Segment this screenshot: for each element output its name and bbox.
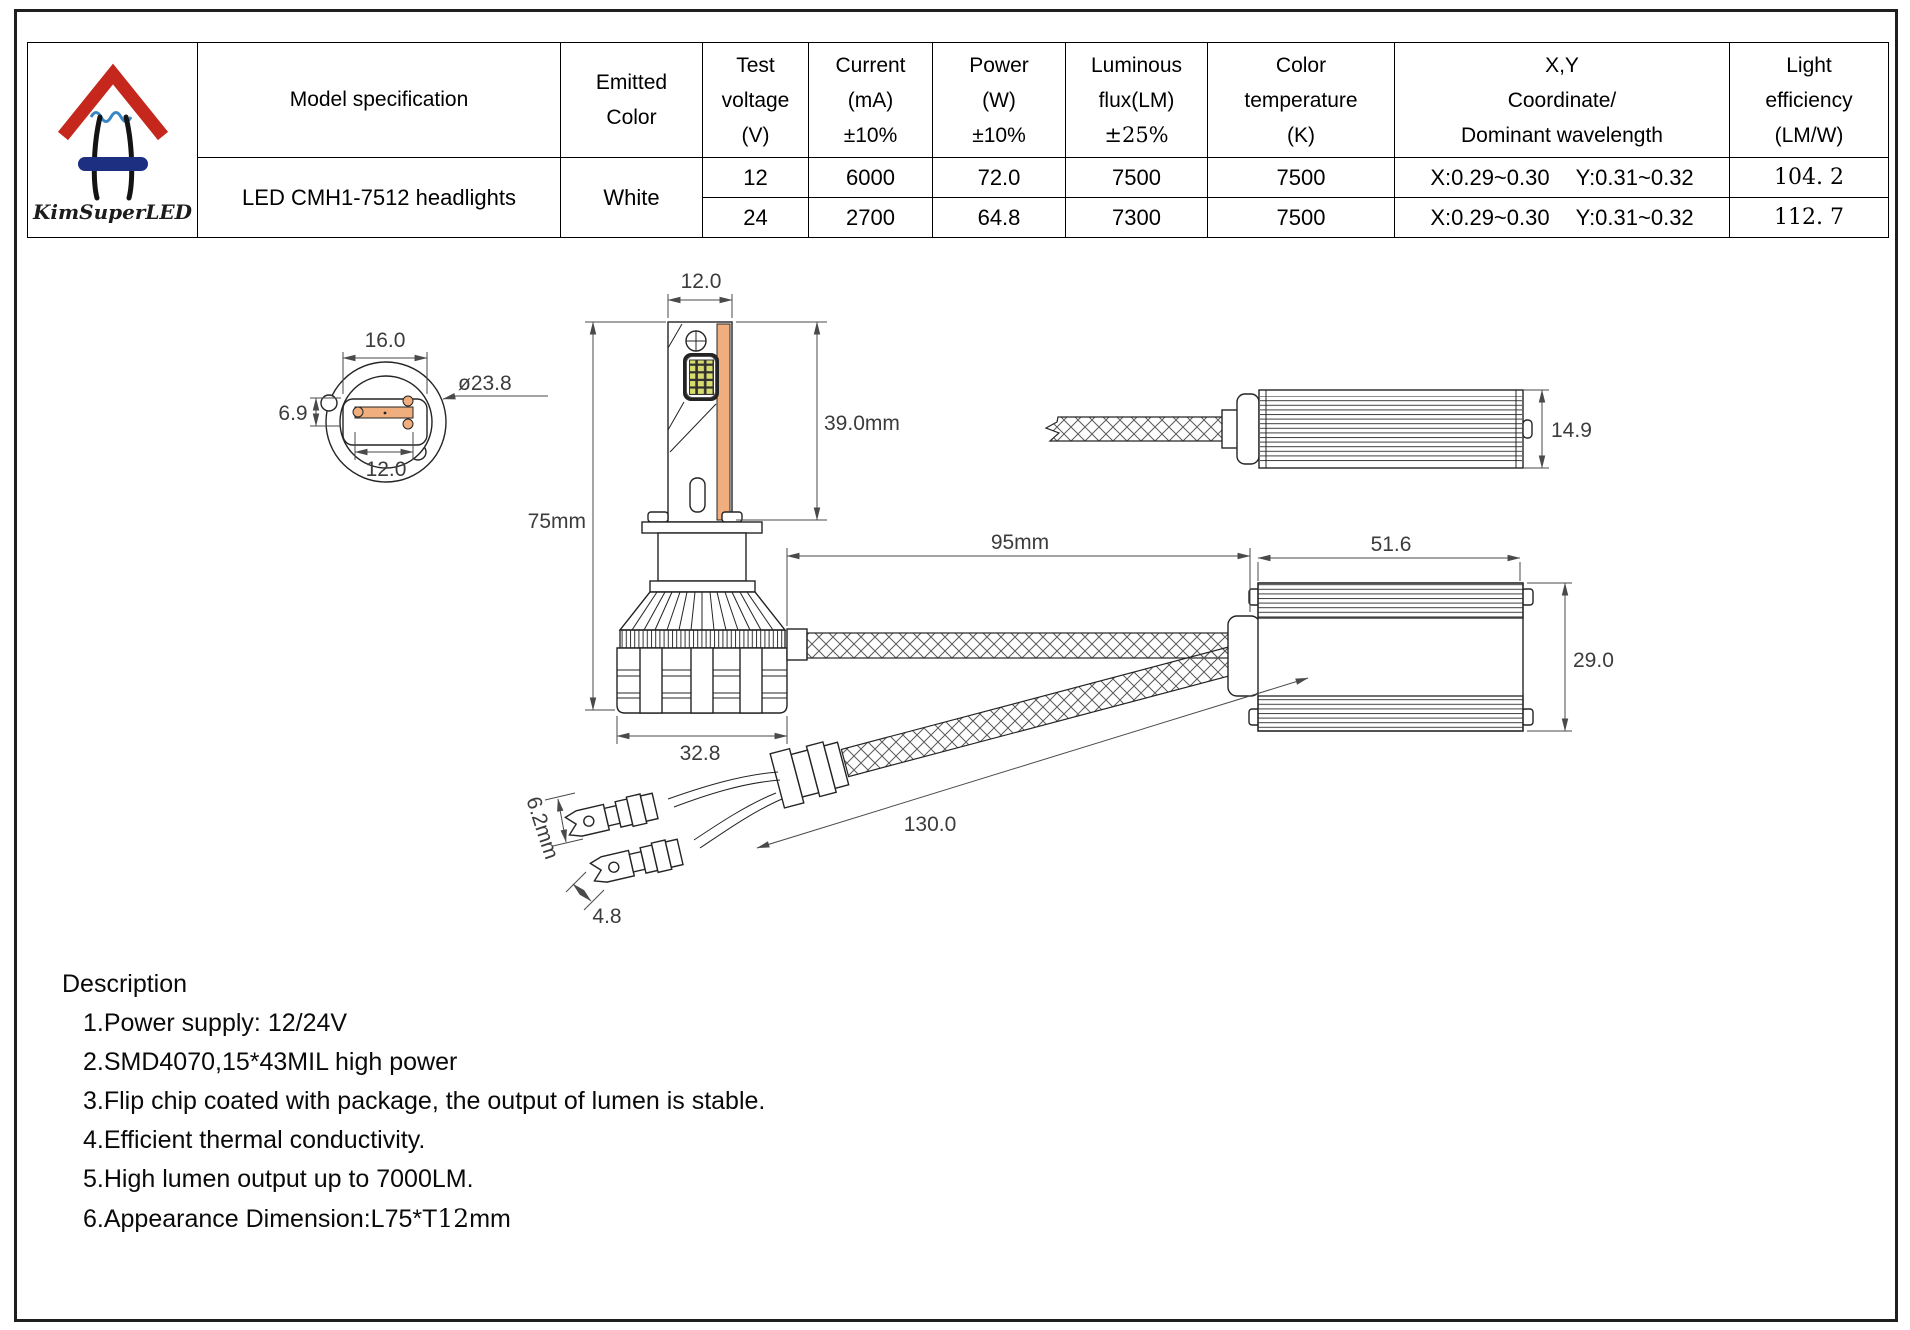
- dim-base-width-label: 32.8: [679, 742, 721, 765]
- dim-bulb-length-label: 75mm: [527, 510, 586, 533]
- dim-terminal-width-label: 6.2mm: [521, 793, 564, 863]
- current-cell: 2700: [809, 198, 933, 238]
- header-test-voltage: Test voltage (V): [703, 43, 809, 158]
- header-luminous-flux: Luminous flux(LM) ±25%: [1066, 43, 1208, 158]
- dim-bulb-width-label: 12.0: [680, 270, 722, 293]
- voltage-cell: 12: [703, 158, 809, 198]
- dim-top-diameter-label: ø23.8: [458, 372, 512, 395]
- y-coordinate: Y:0.31~0.32: [1575, 164, 1694, 190]
- header-power: Power (W) ±10%: [933, 43, 1066, 158]
- base-rib: [691, 648, 713, 713]
- dim-driver-side-thickness-label: 14.9: [1551, 419, 1592, 442]
- base-rib: [640, 648, 662, 713]
- dim-driver-height: [1527, 583, 1614, 731]
- dimension-note-prefix: 6.Appearance Dimension:L75*T: [83, 1205, 438, 1233]
- description-item: 1.Power supply: 12/24V: [83, 1009, 348, 1037]
- description-title: Description: [62, 970, 188, 998]
- body-slot: [690, 478, 705, 512]
- dim-led-section-height-label: 39.0mm: [824, 412, 900, 435]
- header-light-efficiency: Light efficiency (LM/W): [1730, 43, 1889, 158]
- model-value-cell: LED CMH1-7512 headlights: [198, 158, 561, 238]
- description-item: 4.Efficient thermal conductivity.: [83, 1126, 426, 1154]
- collar-ring: [650, 581, 755, 592]
- efficiency-cell: 112. 7: [1730, 198, 1889, 238]
- dimension-note-suffix: mm: [469, 1205, 511, 1233]
- flange-tab: [648, 512, 668, 522]
- driver-front-view: [787, 531, 1614, 731]
- flux-cell: 7500: [1066, 158, 1208, 198]
- cable-bulb-to-driver: [807, 633, 1232, 658]
- driver-side-view: [1046, 390, 1592, 468]
- side-end-cap: [1237, 394, 1259, 464]
- emitted-color-value-cell: White: [561, 158, 703, 238]
- braided-cable-diagonal: [841, 644, 1245, 776]
- braided-cable-torn: [1046, 417, 1237, 441]
- wire-upper: [668, 772, 780, 807]
- copper-pad: [403, 396, 413, 406]
- flux-cell: 7300: [1066, 198, 1208, 238]
- temp-cell: 7500: [1208, 158, 1395, 198]
- current-cell: 6000: [809, 158, 933, 198]
- dim-top-inner-width-label: 12.0: [365, 458, 407, 481]
- copper-pad: [353, 407, 363, 417]
- base-rib: [740, 648, 762, 713]
- side-end-bump: [1523, 420, 1532, 438]
- description-item: [83, 1199, 765, 1239]
- x-coordinate: X:0.29~0.30: [1430, 204, 1550, 230]
- dim-cable-bulb-driver-label: 95mm: [990, 531, 1050, 554]
- header-model-label: Model specification: [289, 88, 469, 111]
- chip-holder-top: [343, 399, 427, 445]
- x-coordinate: X:0.29~0.30: [1430, 164, 1550, 190]
- dim-top-width-label: 16.0: [364, 329, 406, 352]
- dim-bulb-width: [668, 270, 732, 318]
- spade-terminal-lower: [589, 837, 683, 886]
- neck: [658, 533, 746, 581]
- dim-top-height-label: 6.9: [278, 402, 308, 425]
- cable-collar: [1222, 410, 1238, 448]
- description-item: 3.Flip chip coated with package, the output of lumen is stable.: [83, 1087, 766, 1115]
- bulb-front-view: [528, 270, 900, 765]
- driver-rib-band-bottom: [1258, 696, 1523, 731]
- braided-cable: [807, 633, 1232, 658]
- center-mark: [384, 412, 387, 415]
- copper-heat-strip: [717, 324, 730, 520]
- header-current: Current (mA) ±10%: [809, 43, 933, 158]
- description-item: 2.SMD4070,15*43MIL high power: [83, 1048, 458, 1076]
- strain-relief-rings: [770, 736, 850, 808]
- spade-terminal-upper: [564, 791, 658, 840]
- description-block: [62, 964, 765, 1239]
- dimension-note-number: 12: [437, 1204, 470, 1233]
- header-emitted-color: Emitted Color: [561, 43, 703, 158]
- temp-cell: 7500: [1208, 198, 1395, 238]
- notch-left: [321, 395, 337, 411]
- copper-pad: [403, 419, 413, 429]
- header-color-temperature: Color temperature (K): [1208, 43, 1395, 158]
- dim-driver-height-label: 29.0: [1573, 649, 1614, 672]
- bulb-top-view: [278, 329, 548, 482]
- brand-name: KimSuperLED: [32, 200, 193, 224]
- power-cell: 72.0: [933, 158, 1066, 198]
- power-cell: 64.8: [933, 198, 1066, 238]
- description-item: 5.High lumen output up to 7000LM.: [83, 1165, 474, 1193]
- dim-led-section-height: [736, 322, 900, 520]
- dim-driver-length-label: 51.6: [1370, 533, 1412, 556]
- dim-cable-bulb-driver: [787, 531, 1250, 626]
- voltage-cell: 24: [703, 198, 809, 238]
- dim-driver-side-thickness: [1523, 390, 1592, 468]
- cable-outlet: [787, 629, 807, 660]
- dim-driver-length: [1258, 533, 1520, 581]
- led-chip-array: [690, 360, 714, 395]
- dim-top-diameter: [443, 372, 548, 399]
- mounting-flange: [642, 522, 762, 533]
- driver-rib-band-top: [1258, 583, 1523, 618]
- driver-cable-boot: [1228, 616, 1260, 696]
- side-ribs: [1260, 396, 1522, 462]
- y-coordinate: Y:0.31~0.32: [1575, 204, 1694, 230]
- heatsink-fins: [620, 630, 785, 648]
- header-xy-coordinate: X,Y Coordinate/ Dominant wavelength: [1395, 43, 1730, 158]
- dim-base-width: [617, 716, 787, 765]
- efficiency-cell: 104. 2: [1730, 158, 1889, 198]
- dim-cable-connector-label: 130.0: [903, 813, 957, 836]
- dim-terminal-tip-label: 4.8: [592, 905, 622, 928]
- wire-lower: [694, 793, 782, 848]
